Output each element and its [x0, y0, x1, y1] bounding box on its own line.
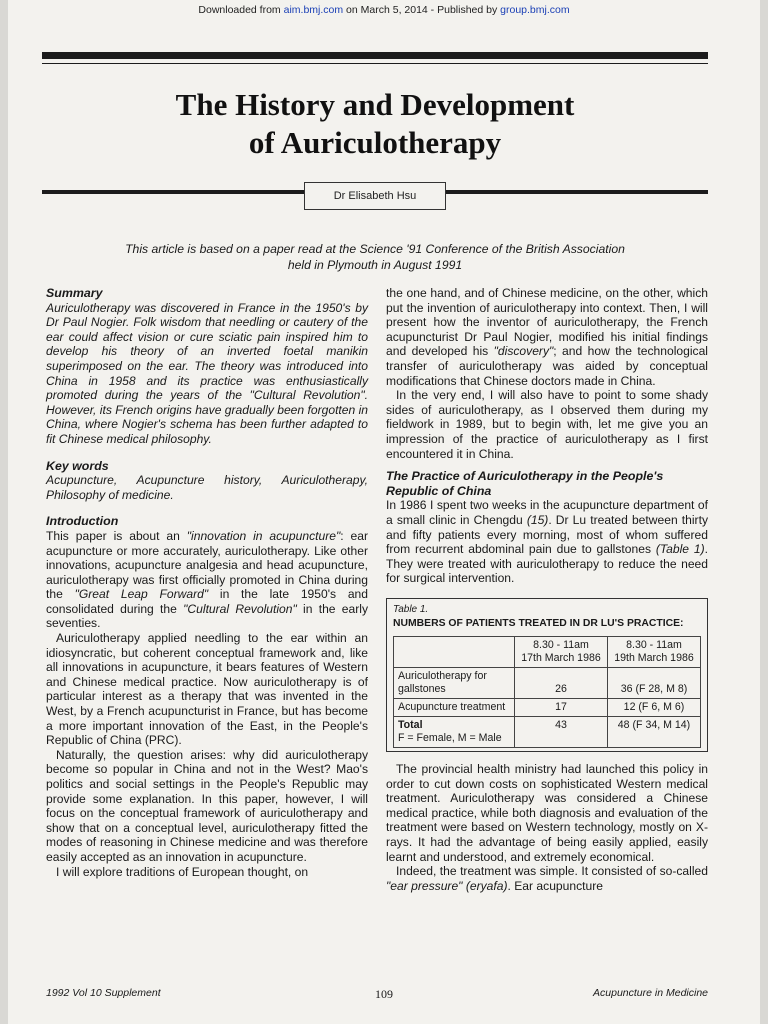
keywords-heading: Key words: [46, 458, 109, 473]
table-header-row: [394, 637, 701, 668]
row-value-2: 12 (F 6, M 6): [608, 699, 701, 717]
table-legend: F = Female, M = Male: [398, 732, 502, 745]
intro-paragraph-4: I will explore traditions of European thought, on: [56, 864, 309, 879]
footer-journal: Acupuncture in Medicine: [593, 987, 708, 999]
row-value-1: 17: [515, 699, 608, 717]
journal-page: [8, 0, 760, 1024]
table-caption: Table 1.: [393, 603, 429, 615]
keywords-text: Acupuncture, Acupuncture history, Auriculotherapy, Philosophy of medicine.: [46, 473, 368, 502]
download-prefix: Downloaded from: [198, 4, 281, 16]
table-row: [394, 699, 701, 717]
footer-issue: 1992 Vol 10 Supplement: [46, 987, 161, 999]
row-value-2: 36 (F 28, M 8): [608, 668, 701, 699]
conference-note: [48, 241, 702, 273]
practice-heading: The Practice of Auriculotherapy in the People's Republic of China: [386, 469, 664, 498]
summary-text: Auriculotherapy was discovered in France in the 1950's by Dr Paul Nogier. Folk wisdom that needling or cautery of the ear could affect vision or cure sciatic pain inspired him to develop his theory of an inverted foetal manikin superimposed on the ear. The theory was introduced into China in 1958 and its practice was enthusiastically promoted during the years of the "Cultural Revolution". However, its French origins have gradually been forgotten in China, where Nogier's schema has been further adapted to fit Chinese medical philosophy.: [46, 300, 369, 446]
right-paragraph-2: In the very end, I will also have to point to some shady sides of auriculotherapy, as I observed them during my fieldwork in 1989, but to begin with, let me give you an impression of the practice of auriculotherapy as I first encountered it in China.: [386, 388, 708, 461]
intro-paragraph-2: Auriculotherapy applied needling to the ear within an idiosyncratic, but coherent conceptual framework and, like all innovations in acupuncture, it bears features of Western and Chinese medical practice. Now auriculotherapy is of particular interest as a therapy that was invented in the West, by a French acupuncturist in France, but has become a more important innovation of the East, in the People's Republic of China (PRC).: [46, 631, 368, 748]
title-line-2: of Auriculotherapy: [248, 125, 502, 160]
table-title: NUMBERS OF PATIENTS TREATED IN DR LU'S PRACTICE:: [393, 618, 684, 630]
author-box: Dr Elisabeth Hsu: [304, 182, 446, 210]
introduction-heading: Introduction: [46, 514, 119, 529]
practice-paragraph: In 1986 I spent two weeks in the acupuncture department of a small clinic in Chengdu (15). Dr Lu treated between thirty and fifty patients every morning, most of whom suffered from recurrent abdominal pain due to gallstones (Table 1). They were treated with auriculotherapy to reduce the need for surgical intervention.: [386, 498, 708, 586]
col2-header: 8.30 - 11am 19th March 1986: [608, 637, 701, 668]
note-line-2: held in Plymouth in August 1991: [287, 258, 463, 272]
total-label: Total: [398, 719, 423, 732]
note-line-1: This article is based on a paper read at the Science '91 Conference of the British Association: [125, 242, 625, 256]
download-middle: on March 5, 2014 - Published by: [346, 4, 498, 16]
top-rule-thick: [42, 52, 708, 59]
article-title: [42, 86, 708, 162]
summary-heading: Summary: [46, 286, 103, 300]
right-paragraph-4: The provincial health ministry had launched this policy in order to cut down costs on sophisticated Western medical treatment. Auriculotherapy was considered a Chinese medical practice, while both diagnosis and evaluation of the treatment were based on Western technology, mostly on X-rays. It had the advantage of being easily applied, easily learnt and understood, and extremely economical.: [386, 762, 708, 864]
title-line-1: The History and Development: [175, 87, 575, 122]
right-paragraph-1: the one hand, and of Chinese medicine, on the other, which put the invention of auriculotherapy into context. Then, I will present how the inventor of auriculotherapy, the French acupuncturist Dr Paul Nogier, modified his initial findings and developed his "discovery"; and how the technological transfer of auriculotherapy was aided by conceptual modifications that Chinese doctors made in China.: [386, 286, 708, 388]
intro-paragraph-1: This paper is about an "innovation in acupuncture": ear acupuncture or more accurately, auriculotherapy. Like other innovations, acupuncture analgesia and head acupuncture, auriculotherapy was first officially promoted in China during the "Great Leap Forward" in the late 1950's and consolidated during the "Cultural Revolution" in the early seventies.: [46, 528, 369, 631]
download-banner: [8, 4, 760, 16]
table-total-row: [394, 717, 701, 748]
total-value-2: 48 (F 34, M 14): [608, 717, 701, 748]
top-rule-thin: [42, 63, 708, 64]
table-row: [394, 668, 701, 699]
publisher-link[interactable]: group.bmj.com: [500, 4, 570, 16]
page-number: 109: [375, 987, 393, 1001]
total-value-1: 43: [515, 717, 608, 748]
row-label: Auriculotherapy for gallstones: [394, 668, 515, 699]
col1-header: 8.30 - 11am 17th March 1986: [515, 637, 608, 668]
patients-data-table: [393, 636, 701, 748]
intro-paragraph-3: Naturally, the question arises: why did auriculotherapy become so popular in China and not in the West? Mao's politics and social settings in the People's Republic may provide some explanation. In this paper, however, I will focus on the conceptual framework of auriculotherapy and show that on a conceptual level, auriculotherapy fitted the modes of reasoning in Chinese medicine and was therefore easily accepted as an innovation in acupuncture.: [46, 747, 368, 864]
patients-table: [386, 598, 708, 752]
row-label: Acupuncture treatment: [394, 699, 515, 717]
left-column: [46, 286, 368, 879]
row-value-1: 26: [515, 668, 608, 699]
right-paragraph-5: Indeed, the treatment was simple. It consisted of so-called "ear pressure" (eryafa). Ear acupuncture: [386, 864, 708, 893]
right-column: [386, 286, 708, 893]
site-link[interactable]: aim.bmj.com: [283, 4, 344, 16]
